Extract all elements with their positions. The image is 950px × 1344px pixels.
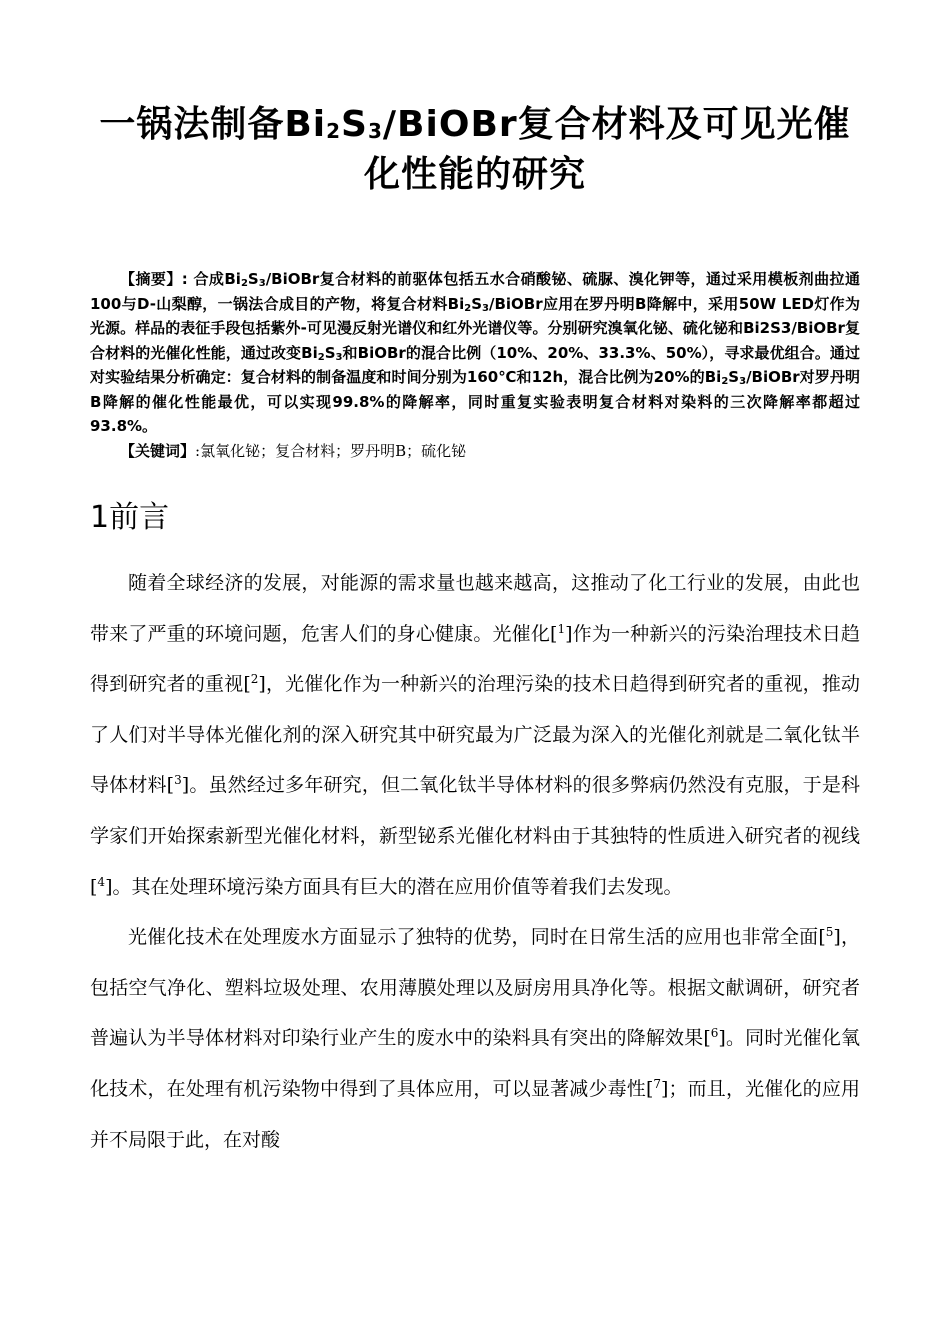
citation-2: 2 <box>250 672 259 687</box>
body-paragraph-1: 随着全球经济的发展，对能源的需求量也越来越高，这推动了化工行业的发展，由此也带来了严重的环境问题，危害人们的身心健康。光催化[$^1$]作为一种新兴的污染治理技术日趋得到研究者的重视[$^2$]，光催化作为一种新兴的治理污染的技术日趋得到研究者的重视，推动了人们对半导体光催化剂的深入研究其中研究最为广泛最为深入的光催化剂就是二氧化钛半导体材料[$^3$]。虽然经过多年研究，但二氧化钛半导体材料的很多弊病仍然没有克服，于是科学家们开始探索新型光催化材料，新型铋系光催化材料由于其独特的性质进入研究者的视线[$^4$]。其在处理环境污染方面具有巨大的潜在应用价值等着我们去发现。 <box>90 572 860 898</box>
body-paragraph-2: 光催化技术在处理废水方面显示了独特的优势，同时在日常生活的应用也非常全面[$^5$]，包括空气净化、塑料垃圾处理、农用薄膜处理以及厨房用具净化等。根据文献调研，研究者普遍认为半导体材料对印染行业产生的废水中的染料具有突出的降解效果[$^6$]。同时光催化氧化技术，在处理有机污染物中得到了具体应用，可以显著减少毒性[$^7$]；而且，光催化的应用并不局限于此，在对酸 <box>90 925 860 1151</box>
keywords-label: 【关键词】 <box>120 441 196 460</box>
abstract-block <box>90 267 860 463</box>
abstract-paragraph: 【摘要】: 合成$Bi_2S_3$/BiOBr复合材料的前驱体包括五水合硝酸铋、硫脲、溴化钾等，通过采用模板剂曲拉通100与D-山梨醇，一锅法合成目的产物，将复合材料$Bi_2S_3$/BiOBr应用在罗丹明B降解中，采用50W LED灯作为光源。样品的表征手段包括紫外-可见漫反射光谱仪和红外光谱仪等。分别研究溴氧化铋、硫化铋和Bi2S3/BiOBr复合材料的光催化性能，通过改变$Bi_2S_3$和BiOBr的混合比例（10%、20%、33.3%、50%），寻求最优组合。通过对实验结果分析确定：复合材料的制备温度和时间分别为160℃和12h，混合比例为20%的$Bi_2S_3$/BiOBr对罗丹明B降解的催化性能最优，可以实现99.8%的降解率，同时重复实验表明复合材料对染料的三次降解率都超过93.8%。 <box>90 270 861 435</box>
citation-5: 5 <box>825 925 834 940</box>
paper-title: 一锅法制备$Bi_2S_3$/BiOBr复合材料及可见光催化性能的研究 <box>99 104 851 195</box>
citation-6: 6 <box>710 1026 719 1041</box>
body-text <box>90 558 860 1165</box>
abstract-label: 【摘要】 <box>120 270 182 288</box>
citation-1: 1 <box>557 621 566 636</box>
citation-4: 4 <box>97 874 106 889</box>
citation-3: 3 <box>174 773 182 788</box>
keywords-text: :氯氧化铋；复合材料；罗丹明B；硫化铋 <box>195 441 467 460</box>
keywords-line <box>90 439 860 464</box>
citation-7: 7 <box>653 1076 662 1091</box>
section-heading: 1前言 <box>90 500 170 535</box>
